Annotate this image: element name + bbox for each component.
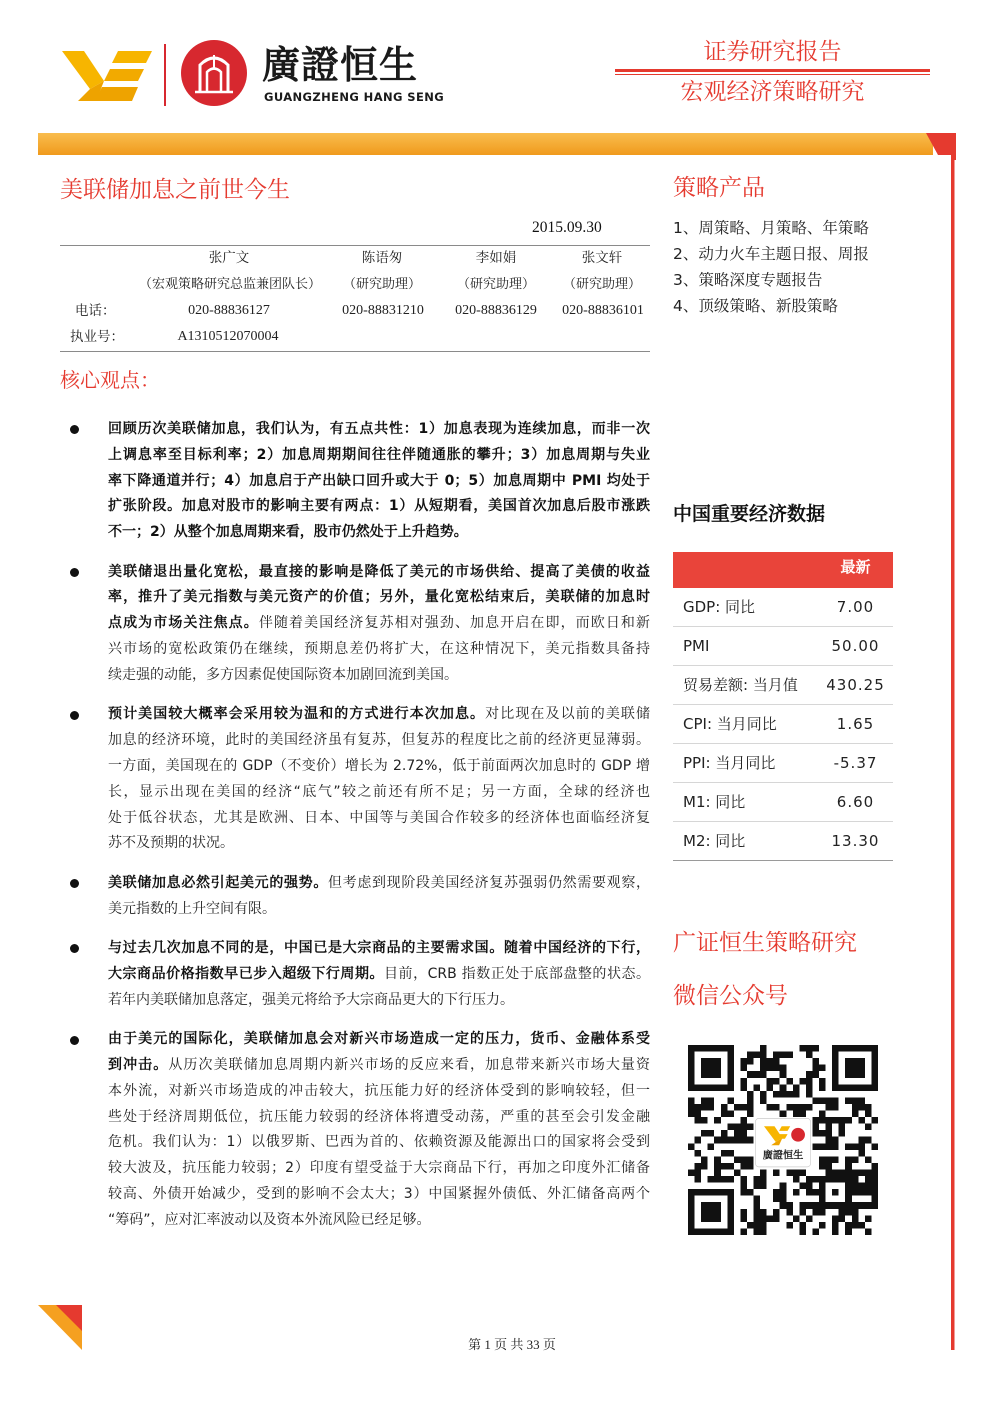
core-point-line: [108, 1208, 650, 1234]
core-point-line: [108, 1105, 650, 1131]
core-point-key-text: 与过去几次加息不同的是，中国已是大宗商品的主要需求国。随着中国经济的下行，: [108, 940, 650, 957]
econ-indicator-label: PPI: 当月同比: [683, 754, 776, 772]
core-point-key-text: 由于美元的国际化，美联储加息会对新兴市场造成一定的压力，货币、金融体系受: [108, 1031, 650, 1048]
wechat-qr-code: [688, 1045, 878, 1235]
core-point-line: [108, 728, 650, 754]
bullet-dot: [70, 944, 79, 953]
core-point-item: [108, 702, 650, 857]
core-point-text: 从历次美联储加息周期内新兴市场的反应来看，加息带来新兴市场大量资: [168, 1056, 650, 1073]
core-point-line: [108, 936, 650, 962]
core-points-heading: 核心观点：: [60, 368, 160, 392]
core-point-line: [108, 611, 650, 637]
econ-indicator-label: PMI: [683, 637, 710, 655]
econ-indicator-label: 贸易差额: 当月值: [683, 676, 798, 694]
wechat-subheading: 微信公众号: [673, 983, 788, 1009]
core-point-line: [108, 469, 650, 495]
econ-indicator-label: CPI: 当月同比: [683, 715, 777, 733]
products-heading: 策略产品: [673, 175, 765, 201]
core-point-line: [108, 988, 650, 1014]
author-name: 张文轩: [581, 250, 623, 266]
bullet-dot: [70, 711, 79, 720]
core-point-key-text: 不一；2）从整个加息周期来看，股市仍然处于上升趋势。: [108, 524, 468, 541]
qr-logo-text: 廣證恒生: [762, 1150, 804, 1162]
core-point-text: “筹码”，应对汇率波动以及资本外流风险已经足够。: [108, 1211, 431, 1228]
econ-table-body: [673, 588, 893, 861]
core-point-key-text: 率，推升了美元指数与美元资产的价值；另外，量化宽松结束后，美联储的加息时: [108, 589, 650, 606]
core-point-line: [108, 585, 650, 611]
econ-data-row: [673, 822, 893, 861]
author-name: 陈语匆: [361, 250, 403, 266]
core-point-text: 较大波及，抗压能力较弱；2）印度有望受益于大宗商品下行，再加之印度外汇储备: [108, 1160, 650, 1177]
core-point-line: [108, 806, 650, 832]
author-phone: 020-88836127: [188, 303, 270, 318]
core-point-item: [108, 417, 650, 546]
core-point-key-text: 率下降通道并行；4）加息启于产出缺口回升或大于 0；5）加息周期中 PMI 均处于: [108, 472, 650, 489]
core-point-key-text: 上调息率至目标利率；2）加息周期期间往往伴随通胀的攀升；3）加息周期与失业: [108, 446, 650, 463]
econ-indicator-value: 7.00: [836, 598, 875, 616]
core-point-text: 长，显示出现在美国的经济“底气”较之前还有所不足；另一方面，全球的经济也: [108, 783, 650, 800]
product-item: 2、动力火车主题日报、周报: [673, 245, 869, 263]
brand-seal-logo: [180, 39, 248, 107]
econ-data-row: [673, 666, 893, 705]
bullet-dot: [70, 568, 79, 577]
core-point-text: 兴市场的宽松政策仍在继续，预期息差仍将扩大，在这种情况下，美元指数具备持: [108, 641, 650, 658]
core-point-text: 危机。我们认为：1）以俄罗斯、巴西为首的、依赖资源及能源出口的国家将会受到: [108, 1134, 650, 1151]
author-role: （研究助理）: [342, 277, 422, 292]
econ-table-header: [673, 552, 893, 588]
author-phone: 020-88831210: [342, 303, 424, 318]
author-phone: 020-88836101: [562, 303, 644, 318]
core-point-item: [108, 936, 650, 1013]
core-point-line: [108, 1079, 650, 1105]
econ-data-table: [673, 552, 893, 861]
core-point-line: [108, 897, 650, 923]
core-point-text: 美元指数的上升空间有限。: [108, 900, 276, 917]
license-label: 执业号：: [70, 329, 124, 345]
core-point-text: 处于低谷状态，尤其是欧洲、日本、中国等与美国合作较多的经济体也面临经济复: [108, 809, 650, 826]
core-point-item: [108, 1027, 650, 1233]
core-point-line: [108, 1156, 650, 1182]
core-point-line: [108, 831, 650, 857]
author-role: （研究助理）: [562, 277, 642, 292]
brand-ye-logo: [60, 45, 152, 103]
core-point-text: 目前，CRB 指数正处于底部盘整的状态。: [384, 965, 651, 982]
header-logo-divider: [164, 44, 166, 106]
econ-data-row: [673, 627, 893, 666]
author-license: A1310512070004: [177, 329, 279, 344]
core-point-text: 些处于经济周期低位，抗压能力较弱的经济体将遭受动荡，严重的甚至会引发金融: [108, 1108, 650, 1125]
core-point-text: 伴随着美国经济复苏相对强劲、加息开启在即，而欧日和新: [258, 615, 651, 632]
phone-label: 电话：: [75, 303, 116, 319]
core-point-line: [108, 1130, 650, 1156]
qr-center-logo: [755, 1118, 810, 1166]
econ-indicator-label: M1: 同比: [683, 793, 746, 811]
core-point-key-text: 美联储退出量化宽松，最直接的影响是降低了美元的市场供给、提高了美债的收益: [108, 563, 650, 580]
core-point-line: [108, 520, 650, 546]
core-point-line: [108, 754, 650, 780]
wechat-heading: 广证恒生策略研究: [673, 930, 857, 956]
core-point-key-text: 回顾历次美联储加息，我们认为，有五点共性：1）加息表现为连续加息，而非一次: [108, 421, 650, 437]
econ-column-header: 最新: [840, 558, 871, 576]
econ-indicator-value: 6.60: [836, 793, 875, 811]
core-point-line: [108, 871, 650, 897]
core-point-line: [108, 702, 650, 728]
corner-triangle-red: [56, 1305, 82, 1331]
econ-indicator-value: 430.25: [826, 676, 885, 694]
product-item: 4、顶级策略、新股策略: [673, 297, 838, 315]
author-table-top-rule: [60, 245, 650, 246]
author-name: 李如娟: [475, 250, 517, 266]
core-point-text: 若年内美联储加息落定，强美元将给予大宗商品更大的下行压力。: [108, 991, 514, 1008]
bullet-dot: [70, 879, 79, 888]
header-bar-red-end: [926, 133, 956, 160]
core-point-key-text: 美联储加息必然引起美元的强势。: [108, 874, 328, 891]
report-title: 美联储加息之前世今生: [60, 177, 290, 203]
bullet-dot: [70, 1036, 79, 1045]
core-point-line: [108, 443, 650, 469]
header-red-rule-thin: [615, 74, 930, 75]
report-date: 2015.09.30: [532, 219, 602, 236]
core-point-line: [108, 417, 650, 443]
core-point-key-text: 大宗商品价格指数早已步入超级下行周期。: [108, 965, 385, 982]
brand-name-en: GUANGZHENG HANG SENG: [264, 90, 445, 104]
bullet-dot: [70, 425, 79, 434]
core-point-line: [108, 962, 650, 988]
core-point-line: [108, 637, 650, 663]
core-point-key-text: 预计美国较大概率会采用较为温和的方式进行本次加息。: [108, 706, 486, 723]
author-name: 张广文: [208, 250, 250, 266]
author-phone: 020-88836129: [455, 303, 537, 318]
core-point-text: 对比现在及以前的美联储: [485, 706, 651, 723]
product-item: 1、周策略、月策略、年策略: [673, 219, 869, 237]
econ-indicator-value: 1.65: [836, 715, 875, 733]
core-point-item: [108, 871, 650, 923]
econ-data-row: [673, 783, 893, 822]
core-point-line: [108, 1182, 650, 1208]
core-point-line: [108, 663, 650, 689]
core-point-line: [108, 780, 650, 806]
econ-data-row: [673, 588, 893, 627]
core-point-text: 较高、外债开始减少，受到的影响不会太大；3）中国紧握外债低、外汇储备高两个: [108, 1185, 650, 1202]
core-point-text: 本外流，对新兴市场造成的冲击较大，抗压能力好的经济体受到的影响较轻，但一: [108, 1082, 650, 1099]
report-type: 证券研究报告: [703, 39, 842, 65]
core-point-line: [108, 1053, 650, 1079]
author-table-bottom-rule: [60, 351, 650, 352]
core-point-key-text: 扩张阶段。加息对股市的影响主要有两点：1）从短期看，美国首次加息后股市涨跌: [108, 498, 650, 515]
header-gold-bar: [38, 133, 933, 155]
econ-indicator-label: GDP: 同比: [683, 598, 756, 616]
econ-indicator-label: M2: 同比: [683, 832, 746, 850]
econ-indicator-value: -5.37: [833, 754, 878, 772]
core-point-text: 加息的经济环境，此时的美国经济虽有复苏，但复苏的程度比之前的经济更显薄弱。: [108, 732, 650, 749]
core-point-text: 一方面，美国现在的 GDP（不变价）增长为 2.72%，低于前面两次加息时的 GDP 增: [108, 757, 650, 774]
product-item: 3、策略深度专题报告: [673, 271, 823, 289]
econ-data-row: [673, 705, 893, 744]
corner-triangle-orange: [38, 1305, 82, 1350]
econ-data-row: [673, 744, 893, 783]
core-point-key-text: 到冲击。: [108, 1056, 169, 1073]
brand-name-cn: 廣證恒生: [262, 43, 419, 87]
core-point-text: 苏不及预期的状况。: [108, 835, 234, 852]
core-point-line: [108, 494, 650, 520]
core-point-text: 但考虑到现阶段美国经济复苏强弱仍然需要观察，: [328, 874, 650, 891]
core-point-key-text: 点成为市场关注焦点。: [108, 615, 259, 632]
core-point-line: [108, 560, 650, 586]
econ-indicator-value: 50.00: [831, 637, 880, 655]
author-role: （研究助理）: [456, 277, 536, 292]
page-number: 第 1 页 共 33 页: [468, 1337, 556, 1352]
econ-indicator-value: 13.30: [831, 832, 880, 850]
core-points-list: [108, 417, 650, 1247]
econ-data-heading: 中国重要经济数据: [673, 503, 826, 525]
right-margin-red-line: [951, 155, 955, 1350]
core-point-line: [108, 1027, 650, 1053]
core-point-item: [108, 560, 650, 689]
core-point-text: 续走强的动能，多方因素促使国际资本加剧回流到美国。: [108, 666, 458, 683]
report-category: 宏观经济策略研究: [680, 79, 865, 105]
author-role: （宏观策略研究总监兼团队长）: [138, 277, 322, 292]
header-red-rule: [615, 69, 930, 72]
